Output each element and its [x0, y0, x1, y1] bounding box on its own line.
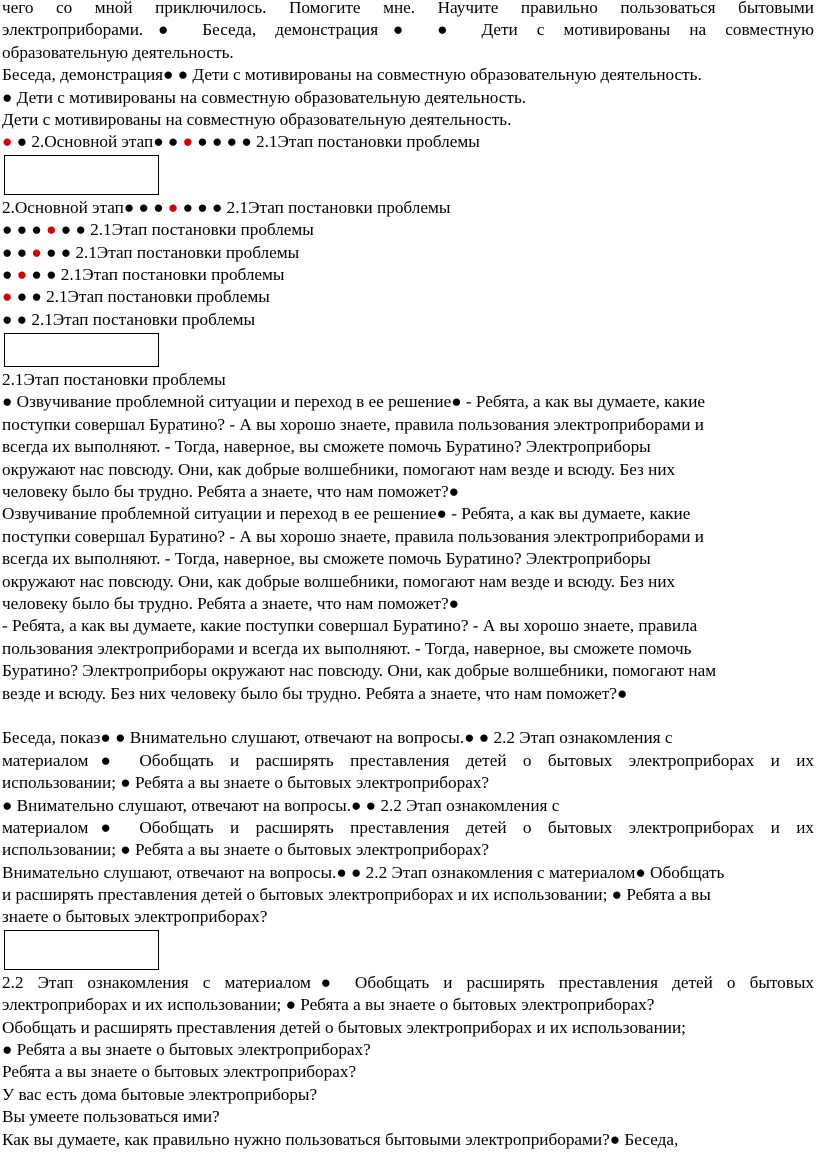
text-line: - Ребята, а как вы думаете, какие поступки совершал Буратино? - А вы хорошо знаете, правила [2, 616, 698, 636]
bullet-icon: ● [2, 287, 13, 307]
bullet-icon: ● [2, 132, 13, 152]
text-line: окружают нас повсюду. Они, как добрые волшебники, помогают нам везде и всюду. Без них [2, 571, 676, 591]
bullet-icon: ● [46, 242, 57, 262]
text-line: поступки совершал Буратино? - А вы хорошо знаете, правила пользования электроприборами и [2, 526, 704, 546]
bullet-icon: ● [31, 287, 42, 307]
bullet-icon: ● [16, 242, 28, 262]
bullet-icon: ● [60, 242, 72, 262]
text-line: У вас есть дома бытовые электроприборы? [2, 1084, 318, 1104]
text-line: ● Ребята а вы знаете о бытовых электроприборах? [2, 1040, 371, 1060]
text-line: использовании; ● Ребята а вы знаете о бытовых электроприборах? [2, 773, 490, 793]
text-line: Беседа, показ● ● Внимательно слушают, отвечают на вопросы.● ● 2.2 Этап ознакомления с [2, 728, 673, 748]
bullet-icon: ● [167, 132, 179, 152]
text-line: электроприборами.● Беседа, демонстрация● ● Дети с мотивированы на совместную [2, 20, 814, 40]
bullet-icon: ● [123, 197, 135, 217]
text-line: Внимательно слушают, отвечают на вопросы.● ● 2.2 Этап ознакомления с материалом● Обобщать [2, 862, 725, 882]
text-line: и расширять преставления детей о бытовых электроприборах и их использовании; ● Ребята а вы [2, 885, 711, 905]
document-body [2, 0, 814, 1151]
bullet-icon: ● [182, 132, 193, 152]
text-line: человеку было бы трудно. Ребята а знаете, что нам поможет?● [2, 482, 460, 502]
text-line: Дети с мотивированы на совместную образовательную деятельность. [2, 109, 512, 129]
bullet-icon: ● [46, 264, 57, 284]
text-line: ● Дети с мотивированы на совместную образовательную деятельность. [2, 87, 527, 107]
bullet-icon: ● [226, 132, 238, 152]
text-line: всегда их выполняют. - Тогда, наверное, вы сможете помочь Буратино? Электроприборы [2, 437, 651, 457]
text-line: ● ● ● ● ● ● 2.1Этап постановки проблемы [2, 220, 314, 240]
blank-line [2, 705, 814, 727]
bullet-icon: ● [167, 197, 179, 217]
bullet-icon: ● [153, 197, 164, 217]
text-line: электроприборах и их использовании; ● Ребята а вы знаете о бытовых электроприборах? [2, 995, 655, 1015]
text-line: всегда их выполняют. - Тогда, наверное, вы сможете помочь Буратино? Электроприборы [2, 549, 651, 569]
text-line: окружают нас повсюду. Они, как добрые волшебники, помогают нам везде и всюду. Без них [2, 459, 676, 479]
text-line: человеку было бы трудно. Ребята а знаете, что нам поможет?● [2, 593, 460, 613]
text-line: Озвучивание проблемной ситуации и переход в ее решение● - Ребята, а как вы думаете, какие [2, 504, 691, 524]
text-line: пользования электроприборами и всегда их выполняют. - Тогда, наверное, вы сможете помочь [2, 638, 692, 658]
bullet-icon: ● [75, 220, 86, 240]
text-line: Беседа, демонстрация● ● Дети с мотивированы на совместную образовательную деятельность. [2, 65, 702, 85]
text-line: материалом● Обобщать и расширять преставления детей о бытовых электроприборах и их [2, 750, 814, 770]
text-line: чего со мной приключилось. Помогите мне. Научите правильно пользоваться бытовыми [2, 0, 814, 17]
bullet-icon: ● [197, 197, 208, 217]
text-line: Ребята а вы знаете о бытовых электроприборах? [2, 1062, 357, 1082]
text-line: ● ● ● 2.1Этап постановки проблемы [2, 287, 270, 307]
text-line: везде и всюду. Без них человеку было бы трудно. Ребята а знаете, что нам поможет?● [2, 683, 628, 703]
bullet-icon: ● [31, 220, 42, 240]
bullet-icon: ● [153, 132, 164, 152]
bullet-icon: ● [16, 264, 28, 284]
text-line: материалом● Обобщать и расширять преставления детей о бытовых электроприборах и их [2, 817, 814, 837]
bullet-icon: ● [197, 132, 208, 152]
bullet-icon: ● [2, 264, 13, 284]
bullet-icon: ● [241, 132, 252, 152]
bullet-icon: ● [60, 220, 72, 240]
text-line: использовании; ● Ребята а вы знаете о бытовых электроприборах? [2, 840, 490, 860]
bullet-icon: ● [211, 132, 223, 152]
text-line: ● Озвучивание проблемной ситуации и переход в ее решение● - Ребята, а как вы думаете, какие [2, 392, 706, 412]
empty-table-cell [4, 155, 159, 195]
text-line: Буратино? Электроприборы окружают нас повсюду. Они, как добрые волшебники, помогают нам [2, 661, 717, 681]
bullet-icon: ● [2, 220, 13, 240]
empty-table-cell [4, 333, 159, 367]
bullet-icon: ● [182, 197, 193, 217]
text-line: Вы умеете пользоваться ими? [2, 1107, 220, 1127]
bullet-icon: ● [211, 197, 223, 217]
text-line: образовательную деятельность. [2, 42, 234, 62]
text-line: ● ● ● ● ● 2.1Этап постановки проблемы [2, 242, 300, 262]
empty-table-cell [4, 930, 159, 970]
bullet-icon: ● [46, 220, 57, 240]
text-line: ● Внимательно слушают, отвечают на вопросы.● ● 2.2 Этап ознакомления с [2, 795, 560, 815]
bullet-icon: ● [16, 132, 28, 152]
text-line: ● ● 2.Основной этап● ● ● ● ● ● ● 2.1Этап постановки проблемы [2, 132, 480, 152]
text-line: поступки совершал Буратино? - А вы хорошо знаете, правила пользования электроприборами и [2, 414, 704, 434]
text-line: ● ● 2.1Этап постановки проблемы [2, 309, 256, 329]
text-line: 2.1Этап постановки проблемы [2, 370, 226, 390]
text-line: 2.Основной этап● ● ● ● ● ● ● 2.1Этап постановки проблемы [2, 197, 451, 217]
text-line: Как вы думаете, как правильно нужно пользоваться бытовыми электроприборами?● Беседа, [2, 1129, 679, 1149]
bullet-icon: ● [138, 197, 149, 217]
text-line: ● ● ● ● 2.1Этап постановки проблемы [2, 264, 285, 284]
bullet-icon: ● [2, 242, 13, 262]
text-line: знаете о бытовых электроприборах? [2, 907, 268, 927]
bullet-icon: ● [16, 220, 28, 240]
bullet-icon: ● [31, 264, 42, 284]
text-line: Обобщать и расширять преставления детей о бытовых электроприборах и их использовании; [2, 1017, 686, 1037]
bullet-icon: ● [31, 242, 42, 262]
text-line: 2.2 Этап ознакомления с материалом● Обобщать и расширять преставления детей о бытовых [2, 972, 814, 992]
bullet-icon: ● [16, 287, 28, 307]
